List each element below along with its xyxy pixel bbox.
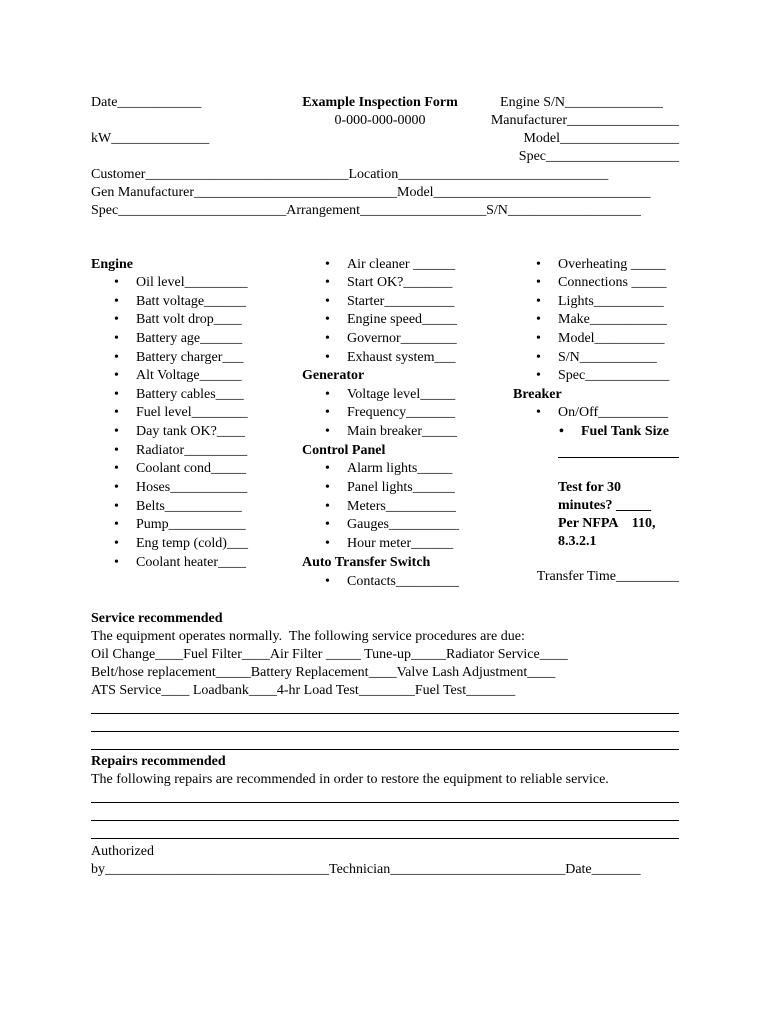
engine-item[interactable]: • Coolant cond_____ — [136, 460, 246, 479]
fuel-tank-size-line[interactable] — [558, 457, 679, 458]
service-heading: Service recommended — [91, 611, 223, 626]
model-field[interactable]: Model_________________ — [523, 131, 679, 146]
authorized-label: Authorized — [91, 844, 154, 859]
engine-item[interactable]: • Fuel level________ — [136, 404, 248, 423]
manufacturer-field[interactable]: Manufacturer________________ — [490, 113, 679, 128]
col3-item[interactable]: • Spec____________ — [558, 367, 669, 386]
form-title: Example Inspection Form — [302, 95, 458, 110]
control-panel-item[interactable]: • Gauges__________ — [347, 516, 459, 535]
transfer-time-field[interactable]: Transfer Time_________ — [536, 569, 679, 584]
engine-item[interactable]: • Battery cables____ — [136, 386, 244, 405]
gen-manufacturer-model-line[interactable]: Gen Manufacturer_____________________________Model_______________________________ — [91, 185, 651, 200]
control-panel-item[interactable]: • Hour meter______ — [347, 535, 453, 554]
control-panel-item[interactable]: • Meters__________ — [347, 498, 456, 517]
col3-item[interactable]: • Lights__________ — [558, 293, 664, 312]
engine-item[interactable]: • Batt voltage______ — [136, 293, 246, 312]
service-notes-line[interactable] — [91, 749, 679, 750]
engine-item[interactable]: • Battery charger___ — [136, 349, 243, 368]
generator-item[interactable]: • Main breaker_____ — [347, 423, 457, 442]
engine-sn-field[interactable]: Engine S/N______________ — [500, 95, 663, 110]
col2-item[interactable]: • Air cleaner ______ — [347, 256, 455, 275]
col2-item[interactable]: • Governor________ — [347, 330, 457, 349]
ats-heading: Auto Transfer Switch — [302, 555, 431, 570]
col2-item[interactable]: • Starter__________ — [347, 293, 454, 312]
service-notes-line[interactable] — [91, 713, 679, 714]
repairs-heading: Repairs recommended — [91, 754, 226, 769]
service-notes-line[interactable] — [91, 731, 679, 732]
engine-item[interactable]: • Coolant heater____ — [136, 554, 246, 573]
col3-item[interactable]: • Make___________ — [558, 311, 667, 330]
col2-item[interactable]: • Start OK?_______ — [347, 274, 452, 293]
kw-field[interactable]: kW______________ — [91, 131, 210, 146]
control-panel-item[interactable]: • Panel lights______ — [347, 479, 455, 498]
engine-item[interactable]: • Belts___________ — [136, 498, 242, 517]
engine-item[interactable]: • Batt volt drop____ — [136, 311, 242, 330]
col3-item[interactable]: • Connections _____ — [558, 274, 667, 293]
engine-item[interactable]: • Hoses___________ — [136, 479, 247, 498]
breaker-heading: Breaker — [513, 387, 562, 402]
signature-line[interactable]: by________________________________Technician_________________________Date_______ — [91, 862, 641, 877]
spec-arrangement-sn-line[interactable]: Spec________________________Arrangement__________________S/N___________________ — [91, 203, 641, 218]
control-panel-item[interactable]: • Alarm lights_____ — [347, 460, 452, 479]
generator-heading: Generator — [302, 368, 365, 383]
test-30-line4: 8.3.2.1 — [558, 534, 597, 549]
engine-item[interactable]: • Day tank OK?____ — [136, 423, 245, 442]
service-intro: The equipment operates normally. The following service procedures are due: — [91, 629, 525, 644]
col3-item[interactable]: • Overheating _____ — [558, 256, 666, 275]
test-30-line2[interactable]: minutes? _____ — [558, 498, 651, 513]
ats-item[interactable]: • Contacts_________ — [347, 573, 459, 592]
engine-item[interactable]: • Eng temp (cold)___ — [136, 535, 248, 554]
spec-field[interactable]: Spec___________________ — [518, 149, 679, 164]
control-panel-heading: Control Panel — [302, 443, 386, 458]
repairs-intro: The following repairs are recommended in order to restore the equipment to reliable service. — [91, 772, 609, 787]
engine-item[interactable]: • Oil level_________ — [136, 274, 248, 293]
col3-item[interactable]: • S/N___________ — [558, 349, 657, 368]
engine-item[interactable]: • Pump___________ — [136, 516, 246, 535]
generator-item[interactable]: • Frequency_______ — [347, 404, 455, 423]
customer-location-line[interactable]: Customer_____________________________Location______________________________ — [91, 167, 609, 182]
fuel-tank-size-label: • Fuel Tank Size — [581, 423, 669, 442]
repairs-notes-line[interactable] — [91, 820, 679, 821]
engine-heading: Engine — [91, 257, 134, 272]
col2-item[interactable]: • Exhaust system___ — [347, 349, 456, 368]
service-line-1[interactable]: Oil Change____Fuel Filter____Air Filter _____ Tune-up_____Radiator Service____ — [91, 647, 568, 662]
engine-item[interactable]: • Alt Voltage______ — [136, 367, 242, 386]
service-line-2[interactable]: Belt/hose replacement_____Battery Replacement____Valve Lash Adjustment____ — [91, 665, 556, 680]
date-field[interactable]: Date____________ — [91, 95, 202, 110]
form-number: 0-000-000-0000 — [334, 113, 426, 128]
repairs-notes-line[interactable] — [91, 838, 679, 839]
test-30-line1: Test for 30 — [558, 480, 621, 495]
service-line-3[interactable]: ATS Service____ Loadbank____4-hr Load Test________Fuel Test_______ — [91, 683, 516, 698]
test-30-line3: Per NFPA 110, — [558, 516, 656, 531]
breaker-item[interactable]: • On/Off__________ — [558, 404, 668, 423]
col2-item[interactable]: • Engine speed_____ — [347, 311, 457, 330]
col3-item[interactable]: • Model__________ — [558, 330, 665, 349]
generator-item[interactable]: • Voltage level_____ — [347, 386, 455, 405]
repairs-notes-line[interactable] — [91, 802, 679, 803]
engine-item[interactable]: • Radiator_________ — [136, 442, 247, 461]
engine-item[interactable]: • Battery age______ — [136, 330, 242, 349]
